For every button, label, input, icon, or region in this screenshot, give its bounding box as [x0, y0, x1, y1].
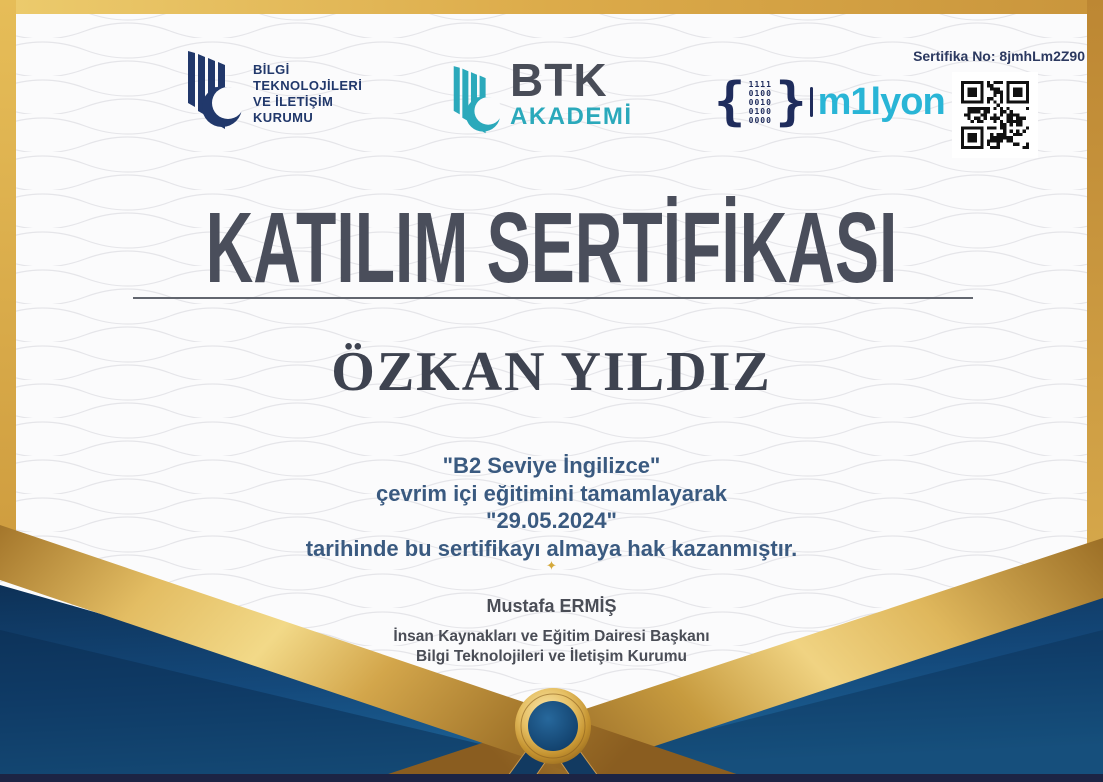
signer-title: İnsan Kaynakları ve Eğitim Dairesi Başkanı — [393, 628, 710, 645]
btk-logo — [186, 45, 362, 145]
certificate-serial-number: Sertifika No: 8jmhLm2Z90 — [913, 48, 1085, 64]
m1lyon-wordmark: m1lyon — [817, 80, 945, 123]
m1lyon-divider-bar — [810, 87, 813, 117]
m1lyon-brace-close: } — [775, 72, 807, 132]
body-line-entitlement: tarihinde bu sertifikayı almaya hak kazanmıştır. — [305, 535, 798, 561]
certificate-title: KATILIM SERTİFİKASI — [205, 192, 898, 304]
btk-akademi-logo — [452, 54, 633, 148]
signer-name: Mustafa ERMİŞ — [486, 596, 617, 616]
gold-frame-top — [0, 0, 1103, 14]
btk-logo-icon — [186, 45, 244, 145]
bottom-dark-bar — [0, 774, 1103, 782]
signer-organization: Bilgi Teknolojileri ve İletişim Kurumu — [415, 648, 687, 665]
body-line-course: "B2 Seviye İngilizce" — [442, 453, 661, 478]
btk-name-line: KURUMU — [253, 110, 314, 125]
qr-code — [952, 72, 1038, 158]
btk-akademi-logo-icon — [452, 60, 502, 148]
btk-name-line: BİLGİ — [253, 62, 290, 77]
certificate-body — [0, 452, 1103, 562]
star-divider-icon: ✦ — [546, 558, 557, 573]
m1lyon-logo — [714, 72, 945, 132]
btk-name-line: VE İLETİŞİM — [253, 94, 334, 109]
title-underline — [133, 297, 973, 299]
m1lyon-brace-open: { — [714, 72, 746, 132]
body-line-completion: çevrim içi eğitimini tamamlayarak — [376, 480, 727, 506]
recipient-name: ÖZKAN YILDIZ — [331, 341, 772, 403]
btk-akademi-wordmark-top: BTK — [510, 54, 608, 106]
btk-name-line: TEKNOLOJİLERİ — [253, 78, 363, 93]
btk-akademi-wordmark-bottom: AKADEMİ — [510, 103, 633, 130]
signature-block — [0, 596, 1103, 667]
body-line-date: "29.05.2024" — [486, 508, 617, 533]
m1lyon-binary-block: 1111 0100 0010 0100 0000 — [748, 79, 772, 125]
